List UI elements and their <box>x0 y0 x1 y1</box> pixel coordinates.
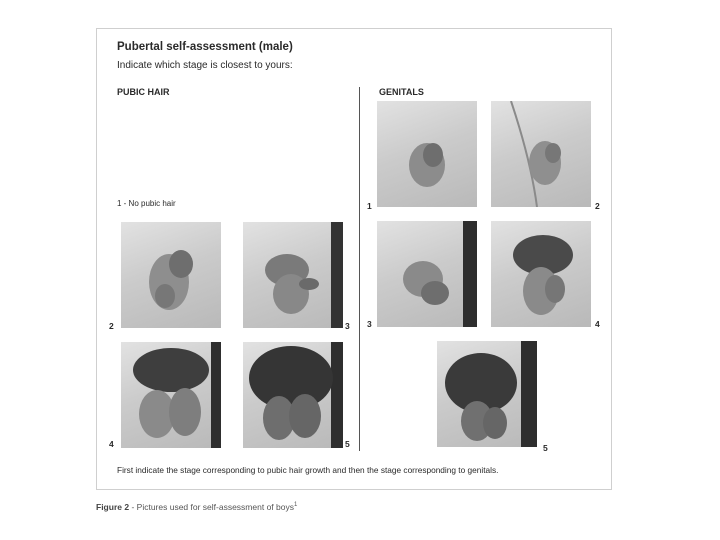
figure-caption <box>96 502 297 512</box>
pubic-hair-stage-1-label: 1 - No pubic hair <box>117 199 176 208</box>
genitals-stage-5-photo <box>437 341 537 447</box>
pubic-hair-stage-3-photo <box>243 222 343 328</box>
genitals-stage-1-number: 1 <box>367 201 372 211</box>
figure-footer-note: First indicate the stage corresponding to pubic hair growth and then the stage corresponding to genitals. <box>117 465 499 475</box>
pubic-hair-heading: PUBIC HAIR <box>117 87 170 97</box>
pubic-hair-stage-2-photo <box>121 222 221 328</box>
caption-separator: - <box>131 502 135 512</box>
column-divider <box>359 87 360 451</box>
genitals-stage-2-photo <box>491 101 591 207</box>
caption-label: Figure 2 <box>96 502 130 512</box>
caption-reference: 1 <box>293 502 298 509</box>
genitals-stage-4-number: 4 <box>595 319 600 329</box>
figure-instruction: Indicate which stage is closest to yours: <box>117 60 293 71</box>
figure-panel <box>96 28 612 490</box>
caption-text: Pictures used for self-assessment of boys <box>136 502 294 512</box>
pubic-hair-stage-4-photo <box>121 342 221 448</box>
figure-title: Pubertal self-assessment (male) <box>117 41 293 53</box>
genitals-stage-5-number: 5 <box>543 443 548 453</box>
pubic-hair-stage-5-number: 5 <box>345 439 350 449</box>
genitals-stage-3-photo <box>377 221 477 327</box>
pubic-hair-stage-4-number: 4 <box>109 439 114 449</box>
genitals-stage-4-photo <box>491 221 591 327</box>
genitals-stage-1-photo <box>377 101 477 207</box>
genitals-stage-3-number: 3 <box>367 319 372 329</box>
pubic-hair-stage-5-photo <box>243 342 343 448</box>
pubic-hair-stage-3-number: 3 <box>345 321 350 331</box>
genitals-stage-2-number: 2 <box>595 201 600 211</box>
genitals-heading: GENITALS <box>379 87 424 97</box>
pubic-hair-stage-2-number: 2 <box>109 321 114 331</box>
